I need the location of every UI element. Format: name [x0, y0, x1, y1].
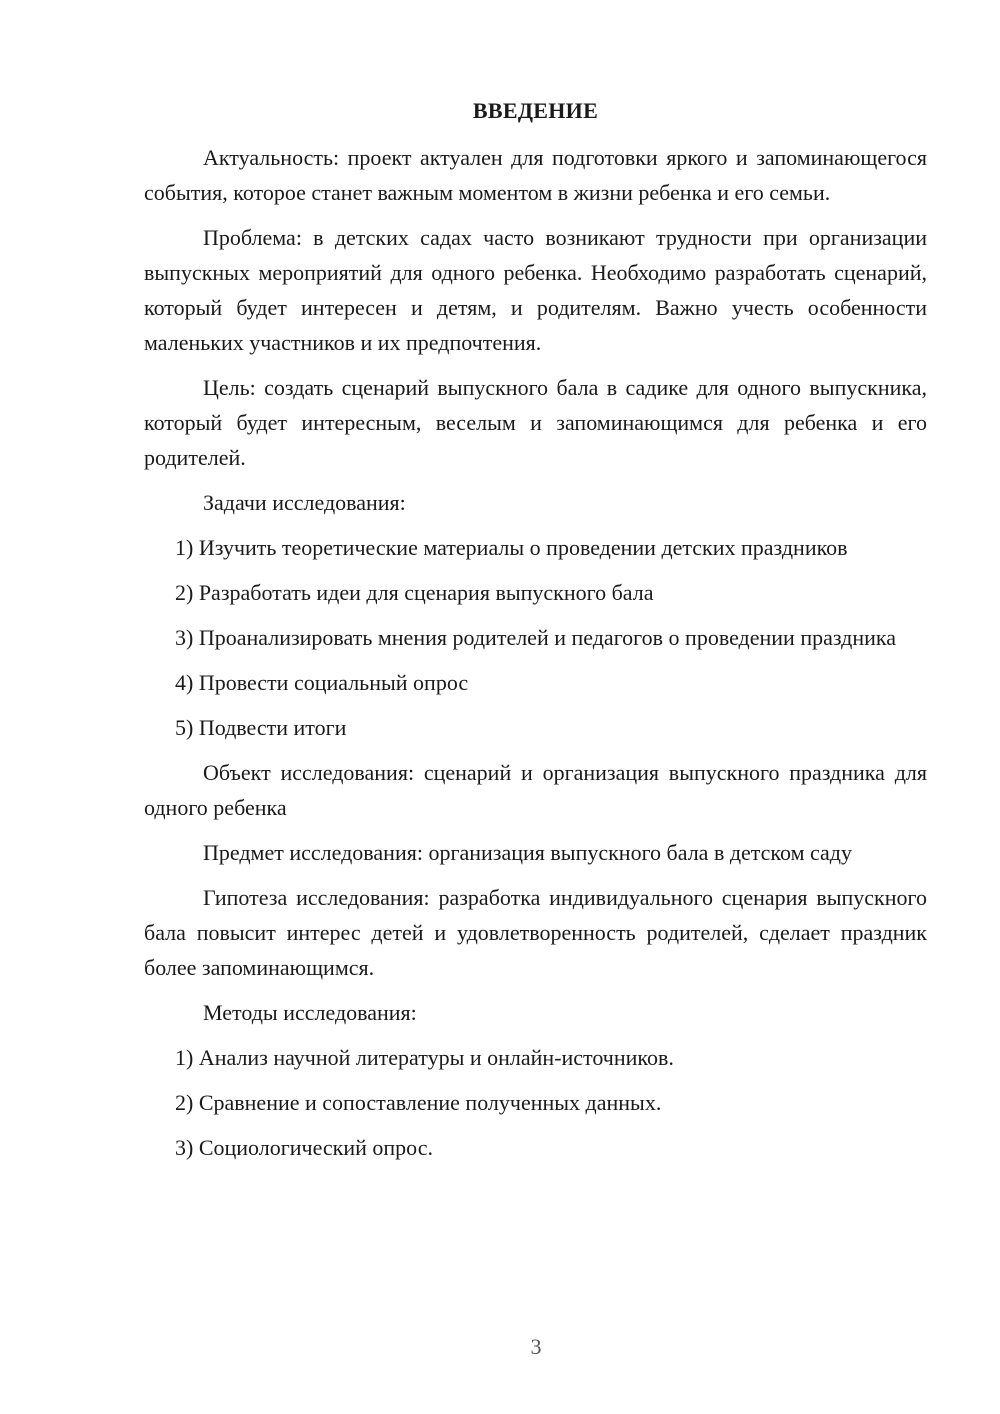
- method-item-2: 2) Сравнение и сопоставление полученных данных.: [175, 1090, 662, 1115]
- method-item-3: 3) Социологический опрос.: [175, 1135, 433, 1160]
- object-paragraph: Объект исследования: сценарий и организация выпускного праздника для одного ребенка: [144, 760, 927, 820]
- task-item-2: 2) Разработать идеи для сценария выпускного бала: [175, 580, 654, 605]
- subject-paragraph: Предмет исследования: организация выпускного бала в детском саду: [203, 840, 852, 865]
- methods-heading: Методы исследования:: [203, 1000, 417, 1025]
- tasks-heading: Задачи исследования:: [203, 490, 406, 515]
- page-number: 3: [530, 1334, 542, 1359]
- hypothesis-paragraph: Гипотеза исследования: разработка индивидуального сценария выпускного бала повысит интерес детей и удовлетворенность родителей, сделает праздник более запоминающимся.: [144, 885, 927, 980]
- task-item-5: 5) Подвести итоги: [175, 715, 347, 740]
- goal-paragraph: Цель: создать сценарий выпускного бала в садике для одного выпускника, который будет интересным, веселым и запоминающимся для ребенка и его родителей.: [144, 375, 927, 470]
- problem-paragraph: Проблема: в детских садах часто возникают трудности при организации выпускных мероприятий для одного ребенка. Необходимо разработать сценарий, который будет интересен и детям, и родителям. Важно учесть особенности маленьких участников и их предпочтения.: [144, 225, 927, 355]
- page-title: ВВЕДЕНИЕ: [472, 98, 599, 123]
- page-content: [144, 96, 927, 1175]
- relevance-paragraph: Актуальность: проект актуален для подготовки яркого и запоминающегося события, которое станет важным моментом в жизни ребенка и его семьи.: [144, 145, 927, 205]
- task-item-1: 1) Изучить теоретические материалы о проведении детских праздников: [175, 535, 848, 560]
- task-item-4: 4) Провести социальный опрос: [175, 670, 469, 695]
- task-item-3: 3) Проанализировать мнения родителей и педагогов о проведении праздника: [175, 625, 897, 650]
- method-item-1: 1) Анализ научной литературы и онлайн-источников.: [175, 1045, 674, 1070]
